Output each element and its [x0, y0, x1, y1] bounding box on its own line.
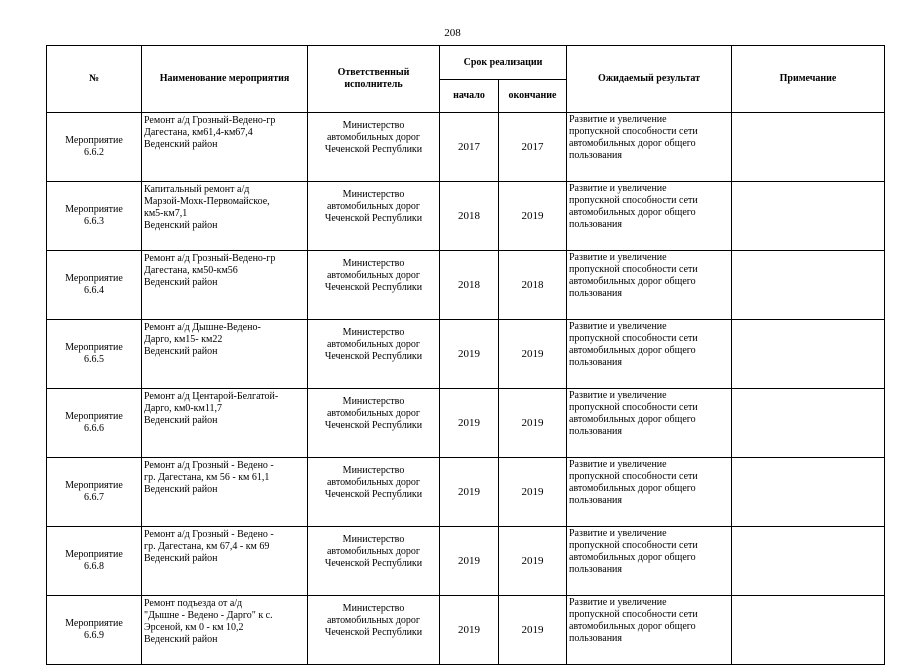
- header-start: начало: [440, 80, 499, 113]
- executor-line: Министерство: [342, 120, 405, 131]
- start-year-cell: 2019: [440, 320, 499, 389]
- executor-cell: [308, 458, 440, 527]
- header-period: Срок реализации: [440, 46, 567, 80]
- executor-line: Чеченской Республики: [324, 144, 423, 155]
- expected-result-line: пропускной способности сети: [569, 264, 698, 275]
- measure-name-line: Дарго, км15- км22: [144, 334, 223, 345]
- end-year-cell: 2019: [499, 320, 567, 389]
- measure-name-line: Капитальный ремонт а/д: [144, 184, 250, 195]
- measure-name-line: Веденский район: [144, 484, 218, 495]
- table-row: [47, 182, 885, 251]
- measure-name-line: гр. Дагестана, км 67,4 - км 69: [144, 541, 270, 552]
- measure-name-line: км5-км7,1: [144, 208, 188, 219]
- start-year-cell: 2019: [440, 596, 499, 665]
- expected-result-line: Развитие и увеличение: [569, 114, 667, 125]
- start-year-cell: 2017: [440, 113, 499, 182]
- expected-result-line: автомобильных дорог общего: [569, 207, 696, 218]
- table-row: [47, 113, 885, 182]
- table-row: [47, 389, 885, 458]
- start-year-cell: 2018: [440, 251, 499, 320]
- executor-cell: [308, 389, 440, 458]
- executor-line: автомобильных дорог: [326, 339, 421, 350]
- expected-result-line: автомобильных дорог общего: [569, 621, 696, 632]
- executor-line: автомобильных дорог: [326, 408, 421, 419]
- measure-name-line: Веденский район: [144, 346, 218, 357]
- executor-cell: [308, 113, 440, 182]
- note-cell: [732, 251, 885, 320]
- measure-number-text: 6.6.2: [84, 147, 104, 158]
- end-year-cell: 2019: [499, 458, 567, 527]
- note-cell: [732, 389, 885, 458]
- expected-result-line: пропускной способности сети: [569, 333, 698, 344]
- table-body: [47, 113, 885, 665]
- header-end: окончание: [499, 80, 567, 113]
- measure-number-cell: [47, 320, 142, 389]
- executor-cell: [308, 320, 440, 389]
- measure-name-line: Веденский район: [144, 220, 218, 231]
- executor-line: автомобильных дорог: [326, 546, 421, 557]
- expected-result-cell: [567, 251, 732, 320]
- executor-line: автомобильных дорог: [326, 270, 421, 281]
- end-year-cell: 2017: [499, 113, 567, 182]
- measure-name-cell: [142, 251, 308, 320]
- expected-result-line: Развитие и увеличение: [569, 459, 667, 470]
- measure-number-text: 6.6.3: [84, 216, 104, 227]
- end-year-cell: 2019: [499, 182, 567, 251]
- expected-result-line: Развитие и увеличение: [569, 321, 667, 332]
- table-row: [47, 251, 885, 320]
- note-cell: [732, 320, 885, 389]
- executor-line: Чеченской Республики: [324, 420, 423, 431]
- expected-result-line: Развитие и увеличение: [569, 528, 667, 539]
- measure-number-text: Мероприятие: [65, 204, 123, 215]
- measure-name-line: Веденский район: [144, 634, 218, 645]
- expected-result-line: пользования: [569, 426, 622, 437]
- expected-result-line: пропускной способности сети: [569, 540, 698, 551]
- executor-line: Министерство: [342, 327, 405, 338]
- executor-line: автомобильных дорог: [326, 477, 421, 488]
- measure-number-cell: [47, 251, 142, 320]
- expected-result-line: пользования: [569, 357, 622, 368]
- table-row: [47, 458, 885, 527]
- executor-line: автомобильных дорог: [326, 201, 421, 212]
- table-row: [47, 527, 885, 596]
- expected-result-line: Развитие и увеличение: [569, 183, 667, 194]
- measure-name-cell: [142, 182, 308, 251]
- expected-result-cell: [567, 320, 732, 389]
- header-executor: Ответственный исполнитель: [308, 46, 440, 113]
- expected-result-cell: [567, 527, 732, 596]
- expected-result-line: пропускной способности сети: [569, 195, 698, 206]
- measure-name-line: Веденский район: [144, 415, 218, 426]
- measure-number-text: Мероприятие: [65, 480, 123, 491]
- measure-name-line: Дагестана, км61,4-км67,4: [144, 127, 253, 138]
- measure-name-line: Веденский район: [144, 277, 218, 288]
- measure-name-cell: [142, 458, 308, 527]
- note-cell: [732, 182, 885, 251]
- measure-name-line: Ремонт а/д Грозный-Ведено-гр: [144, 253, 276, 264]
- measure-name-line: Эрсеной, км 0 - км 10,2: [144, 622, 244, 633]
- expected-result-line: пропускной способности сети: [569, 609, 698, 620]
- expected-result-cell: [567, 113, 732, 182]
- executor-line: Министерство: [342, 396, 405, 407]
- expected-result-line: пропускной способности сети: [569, 402, 698, 413]
- expected-result-cell: [567, 389, 732, 458]
- measure-name-line: Дарго, км0-км11,7: [144, 403, 222, 414]
- measure-number-cell: [47, 527, 142, 596]
- expected-result-line: пользования: [569, 219, 622, 230]
- measure-name-cell: [142, 596, 308, 665]
- executor-line: автомобильных дорог: [326, 615, 421, 626]
- measure-name-line: Ремонт а/д Грозный-Ведено-гр: [144, 115, 276, 126]
- expected-result-line: автомобильных дорог общего: [569, 552, 696, 563]
- expected-result-line: автомобильных дорог общего: [569, 414, 696, 425]
- end-year-cell: 2018: [499, 251, 567, 320]
- measure-name-line: Ремонт а/д Грозный - Ведено -: [144, 529, 274, 540]
- executor-cell: [308, 596, 440, 665]
- executor-line: Чеченской Республики: [324, 282, 423, 293]
- end-year-cell: 2019: [499, 527, 567, 596]
- expected-result-line: пользования: [569, 495, 622, 506]
- measure-number-cell: [47, 389, 142, 458]
- expected-result-line: пропускной способности сети: [569, 126, 698, 137]
- expected-result-line: автомобильных дорог общего: [569, 138, 696, 149]
- start-year-cell: 2019: [440, 527, 499, 596]
- expected-result-line: пользования: [569, 288, 622, 299]
- executor-cell: [308, 182, 440, 251]
- expected-result-line: автомобильных дорог общего: [569, 483, 696, 494]
- measure-number-text: Мероприятие: [65, 273, 123, 284]
- expected-result-cell: [567, 458, 732, 527]
- expected-result-cell: [567, 182, 732, 251]
- table-row: [47, 596, 885, 665]
- expected-result-cell: [567, 596, 732, 665]
- measure-name-line: Ремонт а/д Центарой-Белгатой-: [144, 391, 279, 402]
- measure-name-line: Дагестана, км50-км56: [144, 265, 238, 276]
- page-number: 208: [444, 27, 461, 39]
- expected-result-line: Развитие и увеличение: [569, 597, 667, 608]
- executor-line: Министерство: [342, 534, 405, 545]
- measure-name-line: гр. Дагестана, км 56 - км 61,1: [144, 472, 270, 483]
- executor-line: Министерство: [342, 603, 405, 614]
- header-note: Примечание: [732, 46, 885, 113]
- executor-line: Чеченской Республики: [324, 489, 423, 500]
- measure-number-text: 6.6.6: [84, 423, 104, 434]
- measure-number-text: Мероприятие: [65, 135, 123, 146]
- measure-name-cell: [142, 389, 308, 458]
- measure-name-line: Веденский район: [144, 553, 218, 564]
- header-result: Ожидаемый результат: [567, 46, 732, 113]
- expected-result-line: автомобильных дорог общего: [569, 345, 696, 356]
- end-year-cell: 2019: [499, 389, 567, 458]
- measure-name-line: "Дышне - Ведено - Дарго" к с.: [144, 610, 273, 621]
- measure-name-line: Марзой-Мохк-Первомайское,: [144, 196, 270, 207]
- note-cell: [732, 596, 885, 665]
- measure-name-cell: [142, 320, 308, 389]
- measure-number-text: 6.6.7: [84, 492, 104, 503]
- start-year-cell: 2018: [440, 182, 499, 251]
- note-cell: [732, 113, 885, 182]
- measure-number-text: 6.6.9: [84, 630, 104, 641]
- measure-number-text: 6.6.5: [84, 354, 104, 365]
- executor-cell: [308, 527, 440, 596]
- expected-result-line: Развитие и увеличение: [569, 390, 667, 401]
- note-cell: [732, 527, 885, 596]
- measure-number-cell: [47, 596, 142, 665]
- expected-result-line: пользования: [569, 564, 622, 575]
- measure-number-text: 6.6.8: [84, 561, 104, 572]
- expected-result-line: пользования: [569, 633, 622, 644]
- measures-table: [46, 45, 885, 665]
- executor-line: Чеченской Республики: [324, 558, 423, 569]
- measure-number-text: Мероприятие: [65, 549, 123, 560]
- measure-number-text: 6.6.4: [84, 285, 104, 296]
- expected-result-line: пропускной способности сети: [569, 471, 698, 482]
- expected-result-line: автомобильных дорог общего: [569, 276, 696, 287]
- executor-line: Министерство: [342, 465, 405, 476]
- measure-number-cell: [47, 113, 142, 182]
- note-cell: [732, 458, 885, 527]
- executor-line: Чеченской Республики: [324, 213, 423, 224]
- table-row: [47, 320, 885, 389]
- measure-name-line: Ремонт а/д Грозный - Ведено -: [144, 460, 274, 471]
- end-year-cell: 2019: [499, 596, 567, 665]
- measure-number-cell: [47, 182, 142, 251]
- executor-cell: [308, 251, 440, 320]
- expected-result-line: пользования: [569, 150, 622, 161]
- measure-name-line: Ремонт подъезда от а/д: [144, 598, 243, 609]
- measure-number-cell: [47, 458, 142, 527]
- executor-line: Чеченской Республики: [324, 627, 423, 638]
- measure-name-cell: [142, 527, 308, 596]
- executor-line: Министерство: [342, 258, 405, 269]
- start-year-cell: 2019: [440, 389, 499, 458]
- measure-name-line: Ремонт а/д Дышне-Ведено-: [144, 322, 261, 333]
- start-year-cell: 2019: [440, 458, 499, 527]
- measure-number-text: Мероприятие: [65, 342, 123, 353]
- executor-line: автомобильных дорог: [326, 132, 421, 143]
- measure-number-text: Мероприятие: [65, 618, 123, 629]
- header-name: Наименование мероприятия: [142, 46, 308, 113]
- executor-line: Чеченской Республики: [324, 351, 423, 362]
- executor-line: Министерство: [342, 189, 405, 200]
- measure-name-cell: [142, 113, 308, 182]
- measure-number-text: Мероприятие: [65, 411, 123, 422]
- header-num: №: [47, 46, 142, 113]
- measure-name-line: Веденский район: [144, 139, 218, 150]
- expected-result-line: Развитие и увеличение: [569, 252, 667, 263]
